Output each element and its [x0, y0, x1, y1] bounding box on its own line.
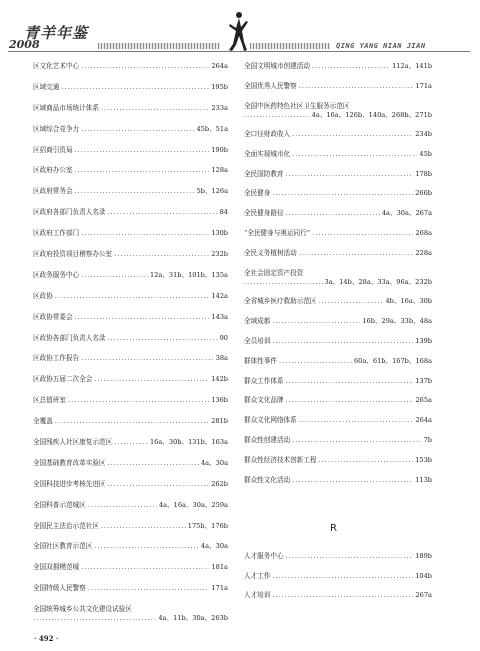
header-pinyin-banner: QING YANG NIAN JIAN	[336, 42, 426, 50]
dancer-icon	[226, 10, 250, 52]
index-entry: 全国文明城市创建活动 ..... 112a、141b	[244, 62, 432, 82]
index-entry: 全口径财政收入 ..... 234b	[244, 130, 432, 150]
index-entry: 群体性事件 ..... 60a、61b、167b、168a	[244, 357, 432, 377]
index-entry: 区政协各部门负责人名录 ..... 90	[33, 334, 228, 355]
header-pattern-bar-left	[98, 43, 220, 49]
index-entry: 区政协工作报告 ..... 38a	[33, 354, 228, 375]
index-entry: 全民义务植树活动 ..... 228a	[244, 249, 432, 269]
index-column-right-r-section	[244, 552, 432, 611]
index-entry: 区总值班室 ..... 136b	[33, 396, 228, 417]
index-entry: 群众性文化活动 ..... 113b	[244, 476, 432, 496]
index-entry: 人才工作 ..... 104b	[244, 572, 432, 592]
index-entry: 全国双拥模范城 ..... 181a	[33, 563, 228, 584]
index-entry: 全民健身路径 ..... 4a、30a、267a	[244, 209, 432, 229]
page-header	[0, 0, 480, 58]
index-entry: 全社会固定资产投资 ..... 3a、14b、28a、33a、96a、232b	[244, 269, 432, 297]
index-entry: 区政务服务中心 ..... 12a、31b、101b、135a	[33, 271, 228, 292]
index-entry: 区政府工作部门 ..... 130b	[33, 229, 228, 250]
index-entry: 全国科技进步考核先进区 ..... 262b	[33, 480, 228, 501]
index-entry: 全国残疾人社区康复示范区 ..... 16a、30b、131b、163a	[33, 438, 228, 459]
header-rule	[8, 51, 470, 52]
index-entry: 全国特级人民警察 ..... 171a	[33, 584, 228, 605]
index-entry: 人才培训 ..... 267a	[244, 591, 432, 611]
index-entry: 区政府各部门负责人名录 ..... 84	[33, 208, 228, 229]
index-entry: 全国民主法治示范社区 ..... 175b、176b	[33, 522, 228, 543]
index-entry: 全面实现城市化 ..... 45b	[244, 150, 432, 170]
index-entry: 人才服务中心 ..... 189b	[244, 552, 432, 572]
page-number: · 492 ·	[34, 634, 59, 643]
index-entry: 区文化艺术中心 ..... 264a	[33, 62, 228, 83]
index-entry: 群众文化品牌 ..... 265a	[244, 396, 432, 416]
index-entry: 群众性创建活动 ..... 7b	[244, 436, 432, 456]
index-entry: 区政协五届二次全会 ..... 142b	[33, 375, 228, 396]
index-entry: 群众工作体系 ..... 137b	[244, 377, 432, 397]
yearbook-logo-title: 青羊年鉴	[24, 24, 89, 42]
index-entry: 区政府办公室 ..... 128a	[33, 166, 228, 187]
index-entry: 区政协 ..... 142a	[33, 292, 228, 313]
index-entry: 区政府常务会 ..... 5b、126a	[33, 187, 228, 208]
index-entry: 群众文化网络体系 ..... 264a	[244, 416, 432, 436]
index-entry: 全国统筹城乡公共文化建设试验区 ..... 4a、11b、30a、263b	[33, 605, 228, 634]
index-entry: 全国基础教育改革实验区 ..... 4a、30a	[33, 459, 228, 480]
index-entry: 区政协常委会 ..... 143a	[33, 313, 228, 334]
index-entry: 全国社区教育示范区 ..... 4a、30a	[33, 542, 228, 563]
index-column-right	[244, 62, 432, 496]
index-column-left	[33, 62, 228, 634]
index-entry: 全域成都 ..... 16b、29a、33b、48a	[244, 317, 432, 337]
index-entry: 全民国防教育 ..... 178b	[244, 170, 432, 190]
index-entry: 区域商品市场统计体系 ..... 233a	[33, 104, 228, 125]
index-entry: 区域交通 ..... 195b	[33, 83, 228, 104]
header-pattern-bar-right	[250, 43, 330, 49]
index-entry: 全覆盖 ..... 281b	[33, 417, 228, 438]
index-entry: 区域综合竞争力 ..... 45b、51a	[33, 125, 228, 146]
index-entry: 全国中医药特色社区卫生服务示范区 ..... 4a、16a、126b、140a、268b、271b	[244, 102, 432, 130]
index-entry: 群众性经济技术创新工程 ..... 153b	[244, 456, 432, 476]
section-letter-heading: R	[330, 523, 337, 534]
index-entry: 全国优秀人民警察 ..... 171a	[244, 82, 432, 102]
index-entry: 区招商引资局 ..... 190b	[33, 146, 228, 167]
index-entry: 全员培训 ..... 139b	[244, 337, 432, 357]
yearbook-logo-year: 2008	[9, 38, 40, 51]
index-entry: 区政府投资项目稽察办公室 ..... 232b	[33, 250, 228, 271]
index-entry: 全省城乡医疗救助示范区 ..... 4b、16a、30b	[244, 297, 432, 317]
index-entry: “全民健身与奥运同行” ..... 268a	[244, 229, 432, 249]
index-entry: 全民健身 ..... 266b	[244, 189, 432, 209]
index-entry: 全国科普示范城区 ..... 4a、16a、30a、259a	[33, 501, 228, 522]
